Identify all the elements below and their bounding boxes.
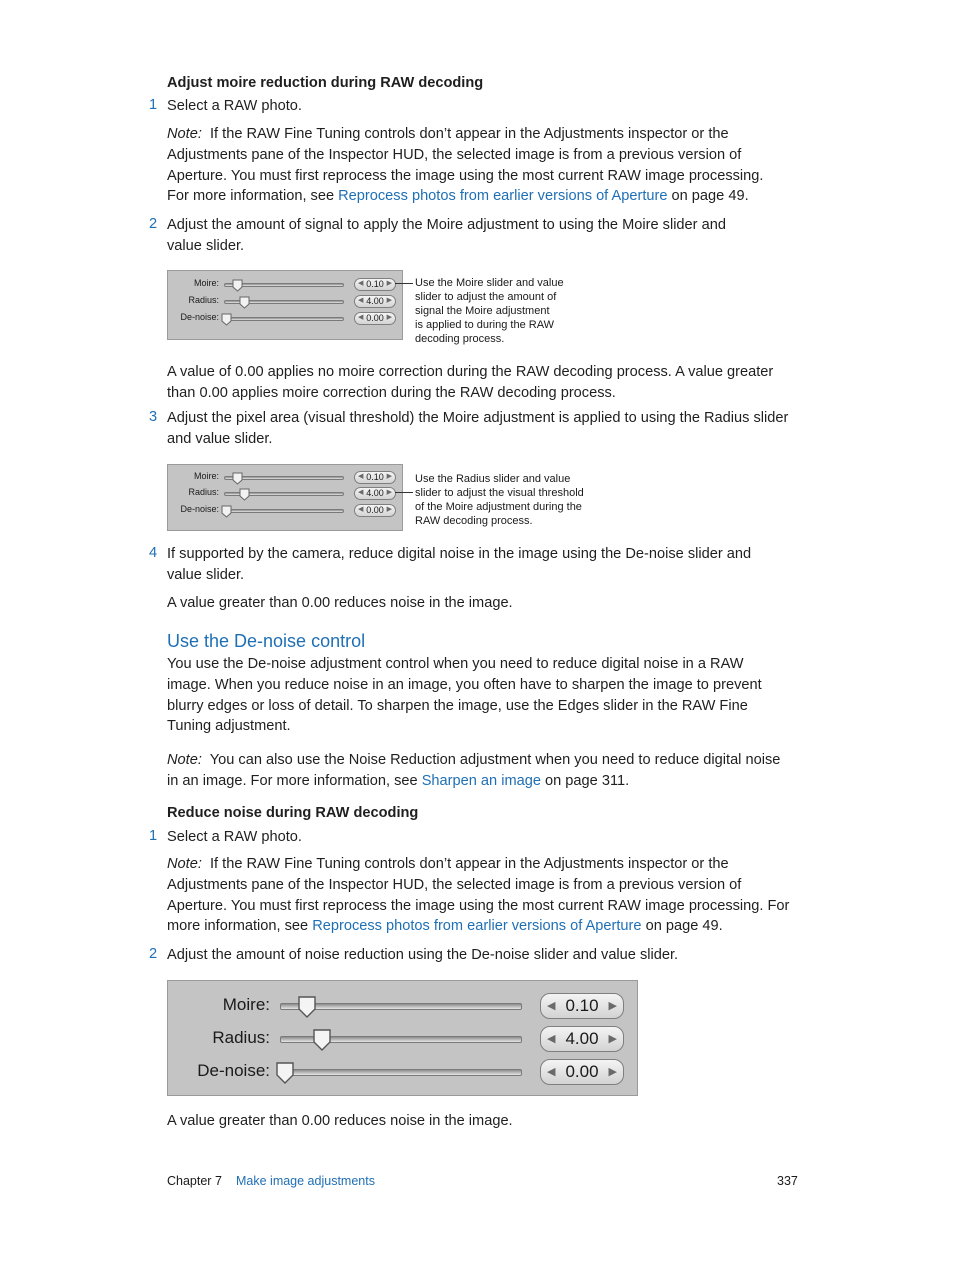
decrement-arrow-icon[interactable]: ◀ bbox=[547, 1066, 556, 1078]
moire-label: Moire: bbox=[222, 995, 270, 1014]
moire-row bbox=[168, 993, 637, 1019]
step-number: 1 bbox=[149, 828, 158, 844]
increment-arrow-icon[interactable]: ▶ bbox=[386, 280, 392, 287]
radius-row bbox=[168, 295, 402, 309]
page-number: 337 bbox=[777, 1174, 798, 1188]
decrement-arrow-icon[interactable]: ◀ bbox=[358, 280, 364, 287]
increment-arrow-icon[interactable]: ▶ bbox=[386, 314, 392, 321]
increment-arrow-icon[interactable]: ▶ bbox=[386, 473, 392, 480]
denoise-row bbox=[168, 312, 402, 326]
moire-value-slider[interactable]: ◀ 0.10 ▶ bbox=[354, 278, 396, 291]
denoise-row bbox=[168, 504, 402, 518]
radius-row bbox=[168, 487, 402, 501]
radius-row bbox=[168, 1026, 637, 1052]
radius-value-slider[interactable]: ◀ 4.00 ▶ bbox=[354, 487, 396, 500]
moire-value-slider[interactable]: ◀ 0.10 ▶ bbox=[540, 993, 624, 1019]
denoise-value-slider[interactable]: ◀ 0.00 ▶ bbox=[540, 1059, 624, 1085]
radius-value-slider[interactable]: ◀ 4.00 ▶ bbox=[354, 295, 396, 308]
decrement-arrow-icon[interactable]: ◀ bbox=[358, 473, 364, 480]
step-text: Select a RAW photo. bbox=[167, 98, 302, 114]
denoise-value-slider[interactable]: ◀ 0.00 ▶ bbox=[354, 312, 396, 325]
denoise-label: De-noise: bbox=[197, 1061, 270, 1080]
decrement-arrow-icon[interactable]: ◀ bbox=[358, 506, 364, 513]
denoise-slider[interactable] bbox=[224, 317, 344, 321]
denoise-slider-thumb[interactable] bbox=[221, 313, 232, 331]
callout-leader-line bbox=[395, 283, 413, 284]
radius-slider-thumb[interactable] bbox=[312, 1028, 332, 1057]
decrement-arrow-icon[interactable]: ◀ bbox=[547, 1033, 556, 1045]
subheading-noise: Reduce noise during RAW decoding bbox=[167, 805, 419, 821]
denoise-slider-thumb[interactable] bbox=[275, 1061, 295, 1090]
footer-chapter-link[interactable]: Make image adjustments bbox=[236, 1174, 375, 1188]
denoise-label: De-noise: bbox=[180, 504, 219, 514]
paragraph: A value greater than 0.00 reduces noise in the image. bbox=[167, 595, 513, 611]
radius-label: Radius: bbox=[188, 487, 219, 497]
step-text: Adjust the amount of signal to apply the Moire adjustment to using the Moire slider and value slider. bbox=[167, 217, 726, 254]
note-line: For more information, see Reprocess photos from earlier versions of Aperture on page 49. bbox=[167, 188, 749, 205]
note-label: Note: bbox=[167, 752, 202, 768]
decrement-arrow-icon[interactable]: ◀ bbox=[358, 297, 364, 304]
slider-panel-small bbox=[167, 464, 403, 531]
radius-value-slider[interactable]: ◀ 4.00 ▶ bbox=[540, 1026, 624, 1052]
reprocess-link[interactable]: Reprocess photos from earlier versions of Aperture bbox=[338, 188, 668, 205]
section-title: Use the De-noise control bbox=[167, 631, 366, 651]
note-block: Note: You can also use the Noise Reduction adjustment when you need to reduce digital noise in an image. For more information, see Sharpen an image on page 311. bbox=[167, 752, 781, 789]
callout-radius: Use the Radius slider and value slider to adjust the visual threshold of the Moire adjustment during the RAW decoding process. bbox=[415, 473, 584, 527]
denoise-slider[interactable] bbox=[280, 1069, 522, 1076]
increment-arrow-icon[interactable]: ▶ bbox=[386, 297, 392, 304]
increment-arrow-icon[interactable]: ▶ bbox=[608, 1066, 617, 1078]
step-number: 4 bbox=[149, 545, 158, 561]
reprocess-link[interactable]: Reprocess photos from earlier versions of Aperture bbox=[312, 918, 642, 935]
denoise-slider-thumb[interactable] bbox=[221, 505, 232, 523]
step-text: Select a RAW photo. bbox=[167, 829, 302, 845]
step-text: Adjust the amount of noise reduction using the De-noise slider and value slider. bbox=[167, 947, 679, 963]
denoise-value-slider[interactable]: ◀ 0.00 ▶ bbox=[354, 504, 396, 517]
sharpen-link[interactable]: Sharpen an image bbox=[421, 772, 541, 789]
denoise-row bbox=[168, 1059, 637, 1085]
step-text: Adjust the pixel area (visual threshold) the Moire adjustment is applied to using the Radius slider and value slider. bbox=[167, 410, 789, 447]
step-text: If supported by the camera, reduce digital noise in the image using the De-noise slider and value slider. bbox=[167, 546, 752, 583]
note-label: Note: bbox=[167, 126, 202, 142]
slider-panel-large bbox=[167, 980, 638, 1096]
moire-slider-thumb[interactable] bbox=[297, 995, 317, 1024]
step-number: 1 bbox=[149, 97, 158, 113]
increment-arrow-icon[interactable]: ▶ bbox=[608, 1000, 617, 1012]
note-label: Note: bbox=[167, 856, 202, 872]
slider-panel-small bbox=[167, 270, 403, 340]
note-line: Adjustments pane of the Inspector HUD, the selected image is from a previous version of bbox=[167, 146, 742, 163]
radius-label: Radius: bbox=[188, 295, 219, 305]
moire-row bbox=[168, 278, 402, 292]
note-line: Note: If the RAW Fine Tuning controls don’t appear in the Adjustments inspector or the bbox=[167, 126, 729, 142]
paragraph: A value of 0.00 applies no moire correction during the RAW decoding process. A value greater than 0.00 applies moire correction during the RAW decoding process. bbox=[167, 364, 774, 401]
denoise-slider[interactable] bbox=[224, 509, 344, 513]
note-block: Note: If the RAW Fine Tuning controls don’t appear in the Adjustments inspector or the Adjustments pane of the Inspector HUD, the selected image is from a previous version of Aperture. You must first reprocess the image using the most current RAW image processing. For more information, see Reprocess photos from earlier versions of Aperture on page 49. bbox=[167, 856, 790, 935]
paragraph: A value greater than 0.00 reduces noise in the image. bbox=[167, 1113, 513, 1129]
decrement-arrow-icon[interactable]: ◀ bbox=[358, 489, 364, 496]
decrement-arrow-icon[interactable]: ◀ bbox=[358, 314, 364, 321]
moire-value-slider[interactable]: ◀ 0.10 ▶ bbox=[354, 471, 396, 484]
increment-arrow-icon[interactable]: ▶ bbox=[608, 1033, 617, 1045]
radius-label: Radius: bbox=[212, 1028, 270, 1047]
callout-moire: Use the Moire slider and value slider to adjust the amount of signal the Moire adjustment is applied to during the RAW decoding process. bbox=[415, 277, 564, 345]
moire-label: Moire: bbox=[193, 471, 219, 481]
note-block bbox=[167, 124, 797, 207]
subheading-moire: Adjust moire reduction during RAW decoding bbox=[167, 75, 484, 91]
increment-arrow-icon[interactable]: ▶ bbox=[386, 489, 392, 496]
step-number: 3 bbox=[149, 409, 158, 425]
step-number: 2 bbox=[149, 216, 158, 232]
note-line: Aperture. You must first reprocess the image using the most current RAW image processing. bbox=[167, 167, 764, 184]
denoise-label: De-noise: bbox=[180, 312, 219, 322]
moire-label: Moire: bbox=[193, 278, 219, 288]
paragraph: You use the De-noise adjustment control when you need to reduce digital noise in a RAW image. When you reduce noise in an image, you often have to sharpen the image to prevent blurry edges or loss of detail. To sharpen the image, use the Edges slider in the RAW Fine Tuning adjustment. bbox=[167, 656, 762, 735]
footer-chapter: Chapter 7 bbox=[167, 1174, 222, 1188]
moire-row bbox=[168, 471, 402, 485]
step-number: 2 bbox=[149, 946, 158, 962]
decrement-arrow-icon[interactable]: ◀ bbox=[547, 1000, 556, 1012]
callout-leader-line bbox=[395, 492, 413, 493]
increment-arrow-icon[interactable]: ▶ bbox=[386, 506, 392, 513]
